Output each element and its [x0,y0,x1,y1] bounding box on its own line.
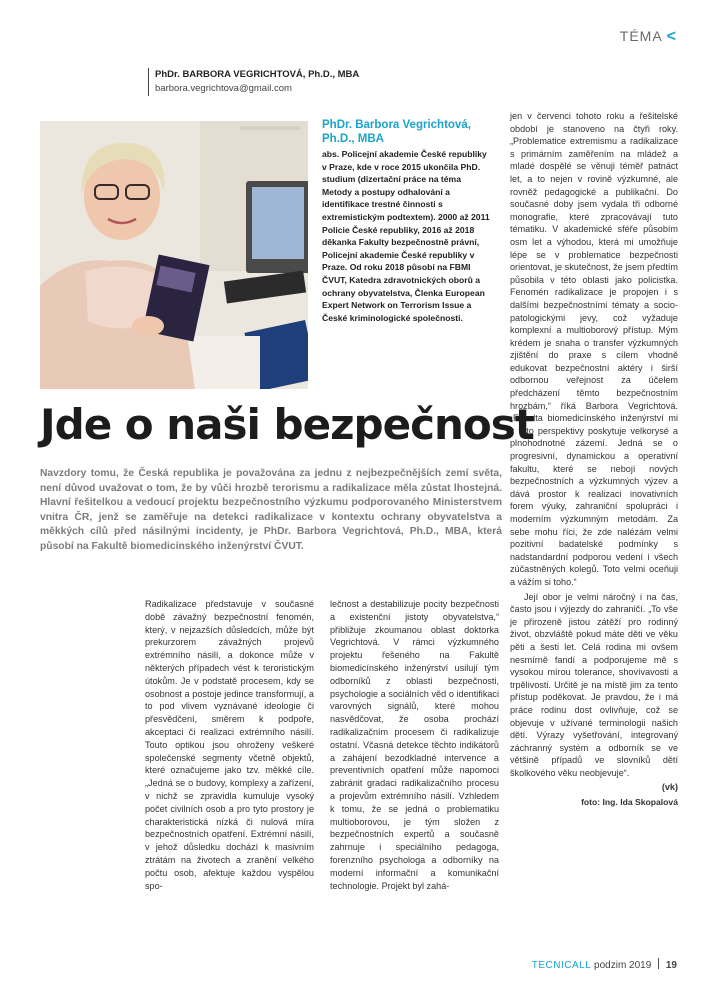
article-column-1 [145,598,314,892]
issue-label: podzim 2019 [594,960,652,971]
section-tag [620,28,677,46]
portrait-illustration [40,121,308,389]
photo-credit: foto: Ing. Ida Skopalová [581,797,678,808]
bio-name: PhDr. Barbora Vegrichtová, Ph.D., MBA [322,119,471,145]
article-lead: Navzdory tomu, že Česká republika je považována za jednu z nejbezpečnějších zemí světa, není důvod uvažovat o tom, že by vůči hrozbě terorismu a radikalizace měla zůstat lhostejná. Hlavní řešitelkou a vedoucí projektu bezpečnostního výzkumu podporovaného Ministerstvem vnitra ČR, jenž se zaměřuje na detekci radikalizace v kontextu ochrany obyvatelstva a měkkých cílů před násilnými incidenty, je PhDr. Barbora Vegrichtová, Ph.D., MBA, která působí na Fakultě biomedicínského inženýrství ČVUT. [40,468,502,552]
article-paragraph: lečnost a destabilizuje pocity bezpečnosti a existenční jistoty obyvatelstva,“ přibližuje zkoumanou oblast doktorka Vegrichtová. V rámci výzkumného projektu řešeného na Fakultě biomedicínského inženýrství usilují tým odborníků z oblasti bezpečnosti, psychologie a sociálních věd o identifikaci varovných signálů, které mohou nasvědčovat, že osoba prochází radikalizačním procesem či radikalizuje ostatní. Včasná detekce těchto indikátorů a zahájení bezodkladné intervence a preventivních opatření může napomoci zabránit gradaci radikalizačního procesu a projevům extrémního násilí. Vzhledem k tomu, že se jedná o problematiku multioborovou, je tým složen z bezpečnostních expertů a současně zahrnuje i speciálního pedagoga, forenzního psychologa a odborníky na moderní informační a komunikační technologie. Projekt byl zahá- [330,599,499,891]
article-headline: Jde o naši bezpečnost [40,400,534,449]
page-footer [532,958,677,971]
chevron-left-icon: < [666,28,677,45]
author-photo [40,121,308,389]
article-paragraph: Radikalizace představuje v současné době závažný bezpečnostní fenomén, který, v nejzazších důsledcích, může být prekurzorem závažných projevů extrémního násilí, a dokonce může v některých případech vést k teroristickým útokům. Je v podstatě procesem, kdy se osobnost a postoje jedince transformují, a to pod vlivem vyznávané ideologie či přesvědčení, směrem k podpoře, akceptaci či realizaci extrémního násilí. Touto optikou jsou ohroženy veškeré společenské segmenty včetně objektů, které označujeme jako tzv. měkké cíle. „Jedná se o budovy, komplexy a zařízení, v nichž se zpravidla kumuluje vysoký počet civilních osob a pro tyto prostory je charakteristická nízká či nulová míra bezpečnostních opatření. Extrémní násilí, v jehož důsledku dochází k masivním ztrátám na životech a zranění velkého počtu osob, afektuje každou vyspělou spo- [145,599,314,891]
magazine-brand: TECNICALL [531,960,592,971]
section-label: TÉMA [619,28,663,44]
article-paragraph: jen v červenci tohoto roku a řešitelské období je stanoveno na čtyři roky. „Problematice extremismu a radikalizace s primárním zaměřením na mládež a mladé dospělé se věnuji téměř patnáct let, a to nejen v rovině výzkumné, ale rovněž pedagogické a publikační. Do současné doby jsem vydala tři odborné monografie, které zpracovávají tuto tématiku. V akademické sféře působím osm let a výhodou, která mi umožňuje lépe se v problematice bezpečnosti orientovat, je skutečnost, že jsem předtím působila v této oblasti jako policistka. Fenomén radikalizace je propojen i s dalšími bezpečnostními tématy a socio-patologickými jevy, což vyžaduje komplexní a multioborový přístup. Mým krédem je snaha o transfer výzkumných zjištění do praxe s cílem vhodně edukovat bezpečnostní aktéry i širší odbornou veřejnost za účelem předcházení těmto bezpečnostním hrozbám,“ říká Barbora Vegrichtová. „Fakulta biomedicínského inženýrství mi z této perspektivy poskytuje velkorysé a plnohodnotné zázemí. Jedná se o progresivní, dynamickou a operativní fakultu, které se nebojí nových bezpečnostních a výzkumných výzev a dává prostor k realizaci inovativních forem výuky, zahraniční spolupráci i moderním výzkumným metodám. Za sebe mohu říci, že zde nalézám velmi pozitivní badatelské podmínky s nadstandardní podporou vedení i všech zúčastněných kolegů. Toto velmi oceňuji a vážím si toho.“ [510,111,678,587]
author-name: PhDr. BARBORA VEGRICHTOVÁ, Ph.D., MBA [155,69,360,80]
bio-text: abs. Policejní akademie České republiky v Praze, kde v roce 2015 ukončila PhD. studium (dizertační práce na téma Metody a postupy odhalování a identifikace trestné činnosti s extremistickým podtextem). 2000 až 2011 Policie České republiky, 2016 až 2018 děkanka Fakulty bezpečnostně právní, Policejní akademie České republiky v Praze. Od roku 2018 působí na FBMI ČVUT, Katedra zdravotnických oborů a ochrany obyvatelstva, Členka European Expert Network on Terrorism Issue a České kriminologické společnosti. [322,149,490,323]
page-number: 19 [665,960,677,971]
article-column-2 [330,598,499,892]
footer-divider [658,958,659,969]
article-paragraph: Její obor je velmi náročný i na čas, často jsou i výjezdy do zahraničí. „To vše je přirozeně jistou zátěží pro rodinný život, obzvláště pokud máte děti ve věku pěti a šesti let. Celá rodina mi ovšem nesmírně fandí a podporujeme mě s vysokou mírou tolerance, shovívavosti a trpělivosti. Určitě je na místě jim za tento přístup poděkovat. Je pravdou, že i má práce rodinu dost ovlivňuje, což se objevuje v užívané terminologii našich dětí. Výrazy vyšetřování, integrovaný záchranný systém a odborník se ve většině případů ve slovníků dětí školkového věku neobjevuje“. [510,591,678,778]
author-email: barbora.vegrichtova@gmail.com [155,83,292,94]
signature: (vk) [661,782,678,793]
author-bio [322,118,490,324]
byline [148,68,359,96]
article-column-3 [510,110,678,809]
